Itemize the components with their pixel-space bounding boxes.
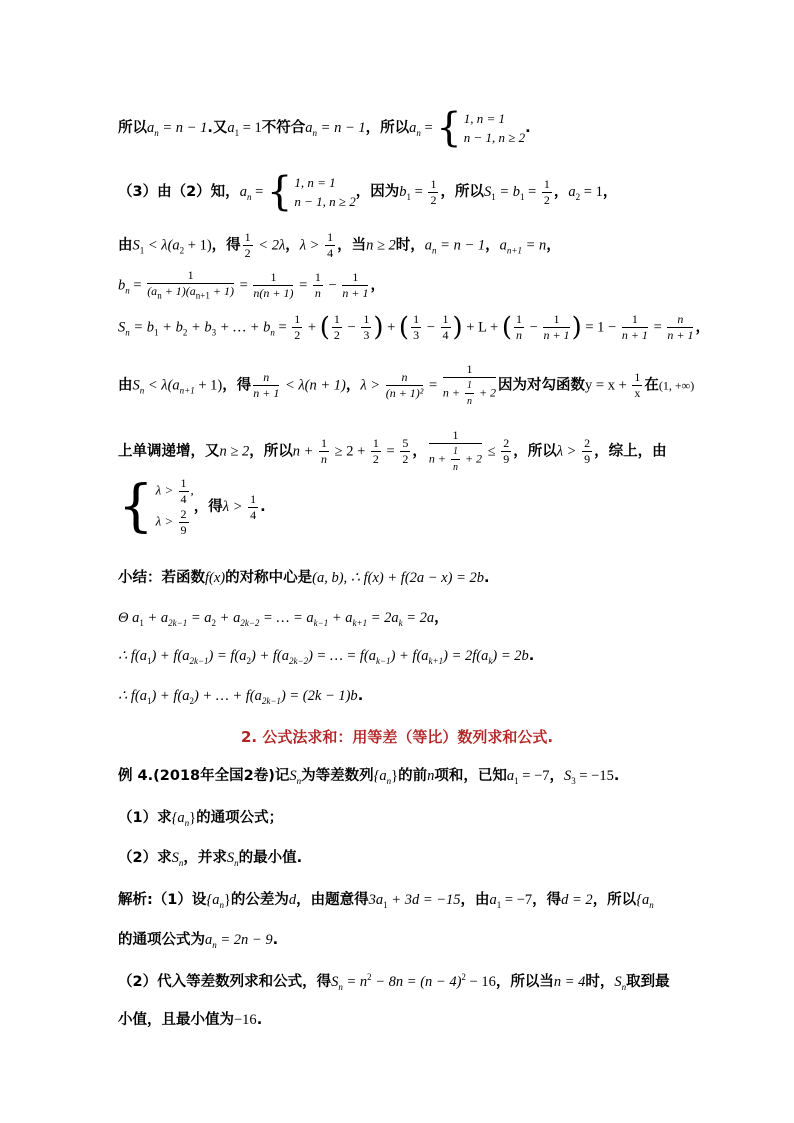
fraction: $\frac{2}{9}$ bbox=[584, 436, 591, 466]
math: < λ(a bbox=[144, 377, 180, 394]
math: + 3d = −15 bbox=[387, 892, 461, 908]
text: .又 bbox=[207, 120, 228, 136]
text: ， bbox=[434, 610, 449, 626]
text: （2）求 bbox=[118, 850, 172, 866]
line-19 bbox=[118, 1008, 262, 1029]
math-sub: 1 bbox=[154, 327, 159, 338]
text: ， bbox=[485, 237, 500, 254]
math: a bbox=[499, 237, 507, 254]
math: − 8n = (n − 4) bbox=[371, 974, 462, 990]
math: 3a bbox=[368, 892, 384, 908]
math: = −15 bbox=[575, 768, 614, 784]
math-sub: 1 bbox=[146, 655, 152, 666]
math: = n bbox=[521, 237, 547, 254]
line-5 bbox=[118, 312, 710, 343]
math-sub: 2 bbox=[211, 617, 217, 628]
math: a bbox=[305, 120, 313, 136]
text: ，由题意得 bbox=[296, 892, 369, 908]
math-sub: 2 bbox=[182, 327, 188, 338]
math: d bbox=[288, 892, 297, 908]
math: < λ(a bbox=[144, 237, 180, 254]
math-sub: 1 bbox=[406, 191, 411, 202]
math: n + bbox=[292, 443, 318, 460]
fraction: $\frac{1}{2}$ bbox=[294, 312, 301, 342]
piecewise: { 1, n = 1 n − 1, n ≥ 2 bbox=[436, 105, 526, 151]
text: 的公差为 bbox=[230, 892, 289, 908]
math-sub: 1 bbox=[514, 775, 519, 786]
math-sub: n bbox=[270, 327, 275, 338]
math: ) + f(a bbox=[390, 648, 429, 664]
fraction: $\frac{1}{n(n + 1)}$ bbox=[253, 270, 294, 301]
text: 为等差数列 bbox=[301, 768, 374, 784]
case-row: 1, n = 1 bbox=[294, 175, 336, 190]
fraction: $\frac{n}{\text{(n + 1)²}}$ bbox=[385, 370, 424, 400]
math-sub: 2k−1 bbox=[168, 617, 188, 628]
math: ≥ 2 + bbox=[331, 443, 369, 460]
math: ≤ bbox=[484, 443, 500, 460]
math-sub: n bbox=[219, 899, 224, 910]
text: ，当 bbox=[337, 237, 367, 254]
math: = bbox=[649, 319, 666, 336]
fraction: 1 n + $\frac{1}{n}$ + 2 bbox=[428, 428, 483, 473]
math: S bbox=[171, 850, 179, 866]
math: b bbox=[118, 277, 126, 294]
text: ，所以 bbox=[440, 184, 484, 200]
text: ， bbox=[345, 377, 361, 394]
math-sub: k bbox=[398, 617, 403, 628]
math: − bbox=[324, 277, 341, 294]
math: a bbox=[506, 768, 515, 784]
math-sub: 1 bbox=[234, 127, 240, 138]
math: = bbox=[129, 277, 146, 294]
line-7 bbox=[118, 428, 667, 475]
math-sub: k+1 bbox=[352, 617, 368, 628]
text: ，得 bbox=[532, 892, 562, 908]
line-16 bbox=[118, 888, 654, 910]
math: = n bbox=[342, 974, 368, 990]
math: ) = 2b bbox=[492, 648, 529, 664]
text: ， bbox=[370, 277, 385, 294]
math: y = x + bbox=[585, 377, 631, 394]
math: + bbox=[304, 319, 320, 336]
text: ，综上，由 bbox=[594, 443, 667, 460]
math: = a bbox=[187, 610, 212, 626]
math-sub: n bbox=[312, 127, 318, 138]
text: . bbox=[272, 932, 279, 948]
line-18 bbox=[118, 970, 670, 992]
math: + b bbox=[187, 319, 212, 336]
math: = b bbox=[495, 184, 520, 200]
math: = 2a bbox=[402, 610, 435, 626]
math-sub: 2 bbox=[575, 191, 581, 202]
math: = … = a bbox=[259, 610, 314, 626]
fraction: $\frac{1}{2}$ bbox=[244, 230, 251, 260]
math-sub: n+1 bbox=[506, 245, 522, 256]
text: 的通项公式； bbox=[196, 810, 284, 826]
math: = bbox=[420, 120, 437, 136]
text: . bbox=[483, 570, 490, 586]
fraction: $\frac{1}{n}$ bbox=[516, 312, 523, 342]
line-14 bbox=[118, 806, 283, 828]
math-sub: 1 bbox=[519, 191, 525, 202]
math-sub: n bbox=[649, 899, 654, 910]
text: ，所以 bbox=[249, 443, 293, 460]
math: − 16 bbox=[465, 974, 496, 990]
math-sub: 1 bbox=[383, 899, 388, 910]
text: 小结：若函数 bbox=[118, 570, 205, 586]
text: （2）代入等差数列求和公式，得 bbox=[118, 974, 332, 990]
math: − bbox=[423, 319, 439, 336]
math-sub: n bbox=[178, 857, 184, 868]
text: ，由 bbox=[460, 892, 490, 908]
line-12 bbox=[118, 688, 363, 706]
text: ，所以 bbox=[365, 120, 410, 136]
math: + bbox=[383, 319, 399, 336]
math-sub: n bbox=[184, 817, 190, 828]
math: + 1) bbox=[194, 377, 223, 394]
math-sub: n bbox=[139, 385, 145, 396]
math: d = 2 bbox=[561, 892, 593, 908]
math: = bbox=[382, 443, 399, 460]
math: = bbox=[235, 277, 252, 294]
line-9 bbox=[118, 566, 490, 587]
text: ，得 bbox=[222, 377, 252, 394]
math: n ≥ 2 bbox=[219, 443, 250, 460]
text: 时， bbox=[395, 237, 425, 254]
math: n ≥ 2 bbox=[366, 237, 396, 254]
text: ，所以 bbox=[513, 443, 557, 460]
math: = bbox=[524, 184, 540, 200]
math-sub: 2k−2 bbox=[240, 617, 260, 628]
math-sub: 2 bbox=[246, 655, 252, 666]
text: ，得 bbox=[211, 237, 241, 254]
text: 的通项公式为 bbox=[118, 932, 205, 948]
text: ，因为 bbox=[355, 184, 400, 200]
math-sub: n bbox=[338, 981, 343, 992]
text: 所以 bbox=[118, 120, 147, 136]
fraction: $\frac{1}{4}$ bbox=[442, 312, 449, 342]
text: ，得 bbox=[193, 499, 223, 515]
system: { λ > $\frac{1}{4}$ , λ > $\frac{2}{9}$ bbox=[118, 474, 194, 539]
text: ，所以当 bbox=[495, 974, 554, 990]
math: S bbox=[132, 377, 140, 394]
math: f(x) bbox=[205, 570, 226, 586]
fraction: 1 n + $\frac{1}{n}$ + 2 bbox=[442, 362, 497, 407]
math: < λ(n + 1) bbox=[281, 377, 346, 394]
fraction: $\frac{n}{n + 1}$ bbox=[667, 312, 694, 342]
line-15 bbox=[118, 846, 302, 868]
text: ，并求 bbox=[183, 850, 227, 866]
math: a bbox=[147, 120, 155, 136]
math: S bbox=[331, 974, 339, 990]
text: 时， bbox=[585, 974, 615, 990]
line-1 bbox=[118, 105, 531, 151]
math: λ > bbox=[556, 443, 581, 460]
line-11 bbox=[118, 648, 534, 666]
text: . bbox=[256, 1012, 263, 1028]
line-17 bbox=[118, 928, 278, 950]
fraction: $\frac{1}{n + 1}$ bbox=[342, 270, 369, 301]
math: = −7 bbox=[501, 892, 533, 908]
math: {a bbox=[171, 810, 185, 826]
math-sub: k bbox=[488, 655, 493, 666]
text: ，所以 bbox=[592, 892, 637, 908]
math: + L + bbox=[462, 319, 502, 336]
math-sub: 3 bbox=[211, 327, 217, 338]
math: + a bbox=[328, 610, 353, 626]
line-2 bbox=[118, 169, 618, 215]
text: 例 4.(2018年全国2卷)记 bbox=[118, 768, 290, 784]
text: 的对称中心是 bbox=[225, 570, 313, 586]
math: } bbox=[189, 810, 197, 826]
math: = n − 1 bbox=[317, 120, 366, 136]
math-sub: 1 bbox=[496, 899, 502, 910]
fraction: $\frac{5}{2}$ bbox=[402, 436, 409, 466]
math: n bbox=[427, 768, 435, 784]
math: S bbox=[289, 768, 297, 784]
math-sub: n bbox=[154, 127, 159, 138]
fraction: $\frac{1}{2}$ bbox=[372, 436, 379, 466]
text: 由 bbox=[118, 377, 133, 394]
fraction: $\frac{1}{n}$ bbox=[314, 270, 321, 301]
text: ， bbox=[412, 443, 427, 460]
text: ， bbox=[553, 184, 569, 200]
math: + a bbox=[143, 610, 169, 626]
fraction: $\frac{1}{n}$ bbox=[321, 436, 328, 466]
math-sub: 1 bbox=[139, 245, 145, 256]
math-sub: n bbox=[212, 939, 217, 950]
math: {a bbox=[206, 892, 220, 908]
fraction: $\frac{1}{2}$ bbox=[333, 312, 340, 342]
math-sub: 2k−2 bbox=[289, 655, 309, 666]
math: = b bbox=[129, 319, 155, 336]
text: 项和，已知 bbox=[434, 768, 507, 784]
math: a bbox=[205, 932, 213, 948]
math-sub: n bbox=[234, 857, 239, 868]
math: = n − 1 bbox=[158, 120, 208, 136]
math: + 1) bbox=[184, 237, 212, 254]
line-8 bbox=[118, 476, 266, 538]
math-sub: n bbox=[125, 285, 130, 296]
fraction: $\frac{1}{n + 1}$ bbox=[543, 312, 570, 342]
text: 的前 bbox=[398, 768, 428, 784]
line-10 bbox=[118, 606, 449, 628]
math: + … + b bbox=[216, 319, 271, 336]
math: ) + f(a bbox=[251, 648, 289, 664]
text: 取到最 bbox=[626, 974, 670, 990]
math: ) + f(a bbox=[151, 648, 190, 664]
math-sub: n bbox=[386, 775, 392, 786]
math: ) = (2k − 1)b bbox=[280, 688, 358, 704]
math: = 2a bbox=[367, 610, 399, 626]
math: ) = 2f(a bbox=[443, 648, 489, 664]
math: ) = f(a bbox=[208, 648, 247, 664]
math: a bbox=[424, 237, 433, 254]
math: (1, +∞) bbox=[658, 378, 695, 393]
math-sub: n bbox=[125, 327, 130, 338]
text: . bbox=[613, 768, 620, 784]
math-sub: 2k−1 bbox=[189, 655, 209, 666]
math-sub: 2 bbox=[179, 245, 185, 256]
math: − bbox=[343, 319, 360, 336]
text: ， bbox=[285, 237, 300, 254]
text: 在 bbox=[644, 377, 659, 394]
fraction: $\frac{1}{x}$ bbox=[634, 370, 641, 400]
fraction: $\frac{1}{n + 1}$ bbox=[621, 312, 648, 342]
math: λ > bbox=[299, 237, 324, 254]
text: . bbox=[357, 688, 364, 704]
math: = bbox=[425, 377, 441, 394]
math-sub: 1 bbox=[139, 617, 144, 628]
math-sub: n bbox=[432, 245, 437, 256]
math: < 2λ bbox=[254, 237, 286, 254]
math: } bbox=[391, 768, 399, 784]
fraction: $\frac{2}{9}$ bbox=[503, 436, 510, 466]
text: 因为对勾函数 bbox=[498, 377, 586, 394]
text: 解析:（1）设 bbox=[118, 892, 207, 908]
math-sub: n bbox=[416, 127, 421, 138]
math: Θ a bbox=[118, 610, 140, 626]
paren: ) bbox=[452, 312, 463, 343]
math: ∴ f(a bbox=[118, 688, 147, 704]
paren: ( bbox=[501, 312, 513, 343]
math: − bbox=[526, 319, 542, 336]
case-row: 1, n = 1 bbox=[463, 111, 506, 126]
math: a bbox=[239, 184, 247, 200]
text: ， bbox=[549, 768, 564, 784]
text: ， bbox=[546, 237, 561, 254]
math: n = 4 bbox=[553, 974, 586, 990]
math: {a bbox=[373, 768, 387, 784]
line-3 bbox=[118, 230, 561, 261]
math-sub: n bbox=[246, 191, 252, 202]
math-sub: k+1 bbox=[428, 655, 444, 666]
math: = n − 1 bbox=[436, 237, 486, 254]
paren: ( bbox=[319, 312, 330, 343]
math-sub: n bbox=[296, 775, 302, 786]
math: } bbox=[223, 892, 231, 908]
math-sub: 2 bbox=[189, 695, 194, 706]
math-sub: 1 bbox=[491, 191, 496, 202]
text: 不符合 bbox=[261, 120, 306, 136]
case-row: n − 1, n ≥ 2 bbox=[463, 130, 526, 145]
math-sup: 2 bbox=[367, 972, 372, 983]
paren: ) bbox=[373, 312, 384, 343]
math-sup: 2 bbox=[461, 972, 466, 983]
fraction: $\frac{1}{2}$ bbox=[543, 176, 550, 207]
math: a bbox=[227, 120, 235, 136]
text: 小值，且最小值为 bbox=[118, 1012, 234, 1028]
text: ， bbox=[602, 184, 618, 200]
math: = bbox=[274, 319, 291, 336]
text: （1）求 bbox=[118, 810, 172, 826]
math: S bbox=[132, 237, 140, 254]
math: S bbox=[118, 319, 126, 336]
paren: ) bbox=[571, 312, 582, 343]
math: a bbox=[489, 892, 497, 908]
math: S bbox=[226, 850, 235, 866]
math: = bbox=[251, 184, 267, 200]
math: {a bbox=[636, 892, 650, 908]
math: = 1 bbox=[580, 184, 603, 200]
math: S bbox=[614, 974, 622, 990]
text: 上单调递增，又 bbox=[118, 443, 220, 460]
math: ) = … = f(a bbox=[308, 648, 376, 664]
math-sub: 2k−1 bbox=[261, 695, 281, 706]
math: = 1 − bbox=[581, 319, 620, 336]
math: λ > bbox=[360, 377, 384, 394]
math: + a bbox=[216, 610, 241, 626]
math: b bbox=[399, 184, 407, 200]
math: −16 bbox=[234, 1012, 257, 1028]
math: = bbox=[411, 184, 427, 200]
math: S bbox=[483, 184, 492, 200]
math: = bbox=[295, 277, 311, 294]
math: ) + … + f(a bbox=[193, 688, 262, 704]
text: （3）由（2）知， bbox=[118, 184, 240, 200]
line-4 bbox=[118, 268, 385, 303]
math: ∴ f(a bbox=[118, 648, 147, 664]
math: = 2n − 9 bbox=[216, 932, 273, 948]
math-sub: n bbox=[621, 981, 627, 992]
fraction: $\frac{n}{n + 1}$ bbox=[253, 370, 280, 400]
math: + b bbox=[158, 319, 183, 336]
math: = −7 bbox=[518, 768, 550, 784]
math: S bbox=[564, 768, 572, 784]
case-row: n − 1, n ≥ 2 bbox=[294, 194, 356, 209]
fraction: $\frac{1}{4}$ bbox=[250, 491, 257, 522]
text: . bbox=[525, 120, 531, 136]
math: λ > bbox=[222, 499, 247, 515]
fraction: $\frac{1}{3}$ bbox=[363, 312, 370, 342]
text: ， bbox=[695, 319, 710, 336]
math: ) + f(a bbox=[151, 688, 190, 704]
math: a bbox=[568, 184, 576, 200]
section-heading: 2. 公式法求和：用等差（等比）数列求和公式. bbox=[240, 728, 554, 746]
fraction: $\frac{1}{(a_n + 1)(a_{n+1} + 1)}$ bbox=[147, 268, 234, 301]
line-13 bbox=[118, 764, 619, 786]
math-sub: k−1 bbox=[375, 655, 391, 666]
fraction: $\frac{1}{3}$ bbox=[413, 312, 420, 342]
math: a bbox=[409, 120, 417, 136]
line-6 bbox=[118, 362, 694, 409]
text: . bbox=[528, 648, 535, 664]
paren: ( bbox=[398, 312, 410, 343]
text: 的最小值. bbox=[238, 850, 303, 866]
math: (a, b), ∴ f(x) + f(2a − x) = 2b bbox=[312, 570, 484, 586]
fraction: $\frac{1}{2}$ bbox=[430, 176, 437, 207]
math-sub: 1 bbox=[146, 695, 152, 706]
math-sub: 3 bbox=[571, 775, 576, 786]
math-sub: n+1 bbox=[179, 385, 195, 396]
math-sub: k−1 bbox=[313, 617, 329, 628]
text: 由 bbox=[118, 237, 133, 254]
text: . bbox=[260, 499, 266, 515]
math: = 1 bbox=[239, 120, 262, 136]
piecewise: { 1, n = 1 n − 1, n ≥ 2 bbox=[266, 169, 356, 215]
fraction: $\frac{1}{4}$ bbox=[327, 230, 334, 260]
